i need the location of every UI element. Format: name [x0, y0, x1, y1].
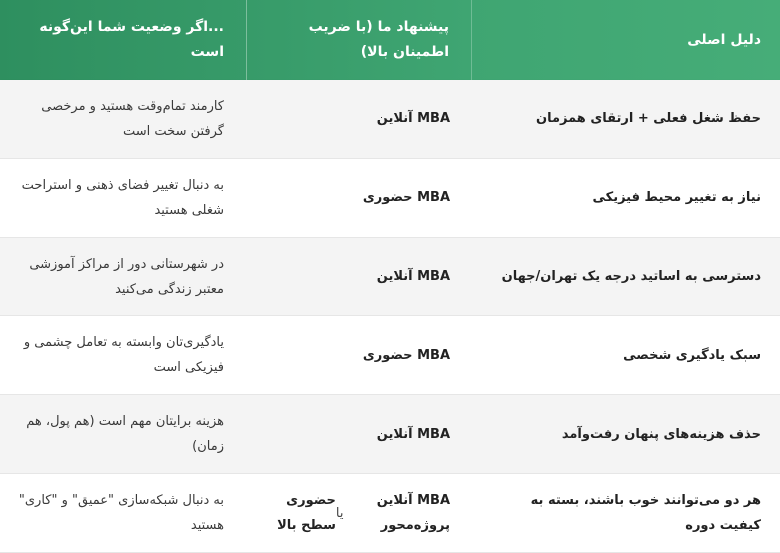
header-situation: ...اگر وضعیت شما این‌گونه است	[39, 19, 224, 60]
situation-cell: به دنبال شبکه‌سازی "عمیق" و "کاری" هستید	[18, 493, 224, 534]
reason-cell: نیاز به تغییر محیط فیزیکی	[592, 190, 761, 206]
table-row	[0, 474, 780, 553]
table-row	[0, 80, 780, 159]
suggestion-cell: MBA آنلاین	[376, 269, 450, 285]
table-row	[0, 316, 780, 395]
situation-cell: در شهرستانی دور از مراکز آموزشی معتبر زندگی می‌کنید	[29, 256, 224, 297]
situation-cell: به دنبال تغییر فضای ذهنی و استراحت شغلی هستید	[21, 177, 224, 218]
situation-cell: هزینه برایتان مهم است (هم پول، هم زمان)	[26, 414, 224, 455]
situation-cell: کارمند تمام‌وقت هستید و مرخصی گرفتن سخت است	[41, 98, 224, 139]
suggestion-option-inperson: حضوری سطح بالا	[277, 493, 336, 534]
header-suggestion: پیشنهاد ما (با ضریب اطمینان بالا)	[246, 0, 472, 80]
reason-cell: هر دو می‌توانند خوب باشند، بسته به کیفیت دوره	[530, 493, 761, 534]
suggestion-cell: MBA حضوری	[362, 190, 450, 206]
reason-cell: حفظ شغل فعلی + ارتقای همزمان	[535, 111, 761, 127]
suggestion-or: یا	[335, 505, 344, 521]
suggestion-cell	[246, 474, 472, 552]
table-row	[0, 159, 780, 238]
reason-cell: حذف هزینه‌های پنهان رفت‌وآمد	[561, 426, 761, 442]
suggestion-cell: MBA آنلاین	[376, 111, 450, 127]
table-row	[0, 238, 780, 317]
suggestion-cell: MBA آنلاین	[376, 426, 450, 442]
reason-cell: دسترسی به اساتید درجه یک تهران/جهان	[501, 269, 761, 285]
situation-cell: یادگیری‌تان وابسته به تعامل چشمی و فیزیکی است	[23, 335, 224, 376]
suggestion-option-online: MBA آنلاین پروژه‌محور	[376, 493, 450, 534]
suggestion-cell: MBA حضوری	[362, 347, 450, 363]
table-header	[0, 0, 780, 80]
header-reason: دلیل اصلی	[687, 31, 761, 48]
table-row	[0, 395, 780, 474]
reason-cell: سبک یادگیری شخصی	[623, 347, 761, 363]
